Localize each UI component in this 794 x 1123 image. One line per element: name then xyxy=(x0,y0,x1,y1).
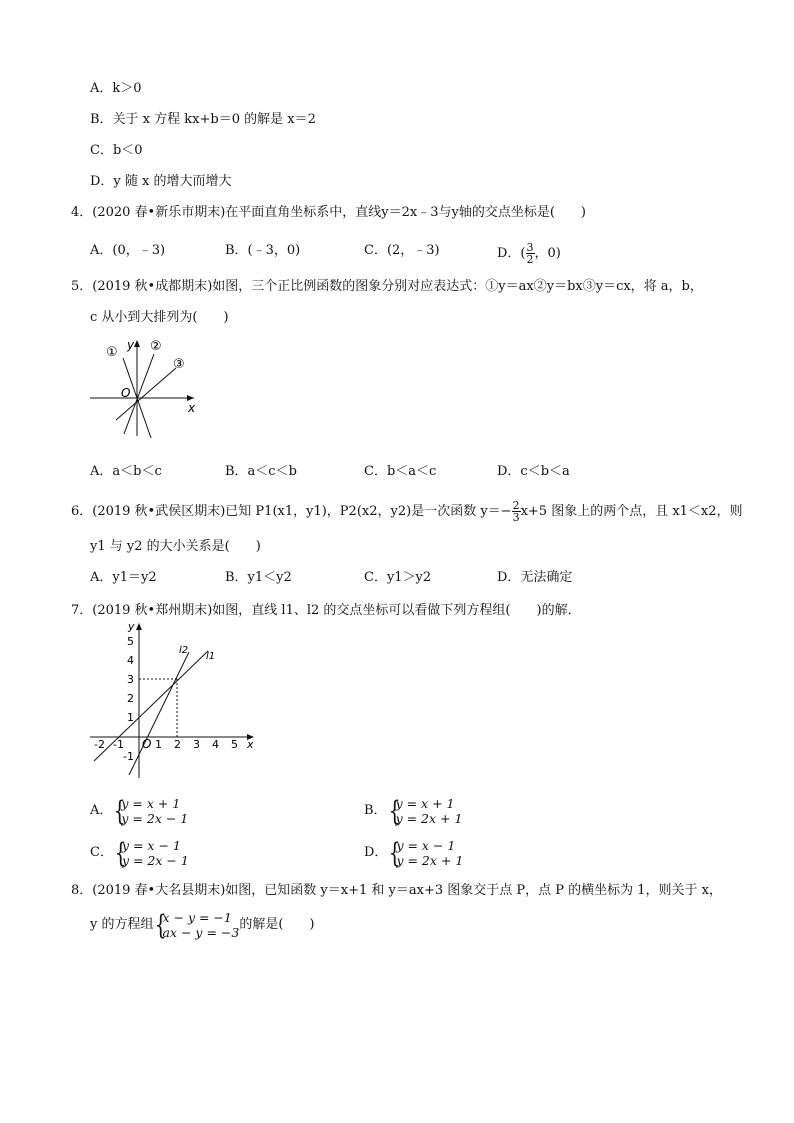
equation: y = 2x + 1 xyxy=(396,853,464,868)
q6-option-b: B．y1＜y2 xyxy=(225,570,292,585)
q7-y-tick: 3 xyxy=(127,673,134,686)
fraction-denominator: 3 xyxy=(512,511,520,524)
q7-y-label: y xyxy=(128,620,135,633)
q7-x-tick: 3 xyxy=(193,738,200,751)
fraction-denominator: 2 xyxy=(526,253,534,266)
q5-figure xyxy=(86,336,201,438)
q4-option-b: B．(﹣3，0) xyxy=(225,243,301,258)
q4-option-c: C．(2，﹣3) xyxy=(364,243,440,258)
q4-option-a: A．(0，﹣3) xyxy=(90,243,166,258)
q7-option-d xyxy=(364,838,463,868)
q5-stem-line1: 5．(2019 秋•成都期末)如图，三个正比例函数的图象分别对应表达式：①y＝ax②y＝bx③y＝cx，将 a，b， xyxy=(71,279,703,294)
q7-line-l2 xyxy=(129,652,189,775)
q7-y-tick: -1 xyxy=(123,750,134,763)
q7-l2-label: l2 xyxy=(179,645,189,656)
q3-option-a: A．k＞0 xyxy=(90,81,142,96)
q7-option-d-label: D． xyxy=(364,845,388,860)
q4-stem: 4．(2020 春•新乐市期末)在平面直角坐标系中，直线y＝2x﹣3与y轴的交点坐标是( ) xyxy=(71,205,587,220)
equation: { y = x − 1 xyxy=(121,838,181,853)
q7-option-c xyxy=(90,838,189,868)
q5-option-c: C．b＜a＜c xyxy=(364,464,437,479)
q3-option-c: C．b＜0 xyxy=(90,143,143,158)
q5-option-a: A．a＜b＜c xyxy=(90,464,162,479)
equation: { y = x + 1 xyxy=(395,796,455,811)
q7-y-tick: 4 xyxy=(127,654,134,667)
q8-stem-line2 xyxy=(90,910,314,940)
q8-stem-pre: y 的方程组 xyxy=(90,917,154,932)
equation: y = 2x − 1 xyxy=(121,811,189,826)
q7-option-b-system xyxy=(387,796,463,826)
q4-option-d-prefix: D．( xyxy=(497,246,526,261)
q5-option-d: D．c＜b＜a xyxy=(497,464,570,479)
equation: { y = x + 1 xyxy=(121,796,181,811)
q7-x-tick: 5 xyxy=(231,738,238,751)
q7-y-tick: 1 xyxy=(127,711,134,724)
q7-x-tick: 4 xyxy=(212,738,219,751)
q7-stem: 7．(2019 秋•郑州期末)如图，直线 l1、l2 的交点坐标可以看做下列方程组( )的解． xyxy=(71,603,581,618)
q6-stem-pre: 6．(2019 秋•武侯区期末)已知 P1(x1，y1)，P2(x2，y2)是一次函数 y＝− xyxy=(71,504,512,519)
q7-origin-label: O xyxy=(142,737,152,751)
q3-option-b: B．关于 x 方程 kx+b＝0 的解是 x＝2 xyxy=(90,112,316,127)
q6-option-a: A．y1＝y2 xyxy=(90,570,157,585)
equation: y = 2x + 1 xyxy=(395,811,463,826)
q3-option-d: D．y 随 x 的增大而增大 xyxy=(90,174,232,189)
q5-option-b: B．a＜c＜b xyxy=(225,464,297,479)
equation: { x − y = −1 xyxy=(162,910,232,925)
q6-option-d: D．无法确定 xyxy=(497,570,573,585)
equation: ax − y = −3 xyxy=(162,925,240,940)
q7-option-a-system xyxy=(112,796,188,826)
q7-figure xyxy=(86,618,266,783)
q5-stem-line2: c 从小到大排列为( ) xyxy=(90,310,229,325)
q7-x-tick: 2 xyxy=(174,738,181,751)
q6-stem-line2: y1 与 y2 的大小关系是( ) xyxy=(90,539,261,554)
q4-option-d xyxy=(497,242,561,265)
q7-option-a-label: A． xyxy=(90,803,113,818)
q7-x-tick: -1 xyxy=(113,738,124,751)
q6-stem-post: x+5 图象上的两个点，且 x1＜x2，则 xyxy=(520,504,743,519)
q7-option-d-system xyxy=(387,838,463,868)
q7-y-arrow-icon xyxy=(136,623,142,630)
equation: y = 2x − 1 xyxy=(121,853,189,868)
q7-option-c-label: C． xyxy=(90,845,113,860)
q7-option-b-label: B． xyxy=(364,803,387,818)
q5-origin-label: O xyxy=(121,386,131,400)
q8-stem-post: 的解是( ) xyxy=(239,917,315,932)
q5-line-1-label: ① xyxy=(106,345,118,360)
q7-l1-label: l1 xyxy=(206,651,216,662)
q5-x-label: x xyxy=(188,401,196,415)
q5-line-2-label: ② xyxy=(150,339,162,354)
q7-x-label: x xyxy=(247,738,254,751)
q5-y-label: y xyxy=(127,338,135,352)
q4-option-d-fraction xyxy=(526,242,535,265)
q5-line-3-label: ③ xyxy=(173,357,185,372)
q7-y-tick: 5 xyxy=(127,635,134,648)
q6-option-c: C．y1＞y2 xyxy=(364,570,432,585)
q5-y-arrow-icon xyxy=(134,340,140,347)
q7-option-a xyxy=(90,796,188,826)
q7-option-c-system xyxy=(113,838,189,868)
q7-x-tick: 1 xyxy=(155,738,162,751)
fraction-numerator: 3 xyxy=(526,241,534,254)
q8-equation-system xyxy=(153,910,239,940)
equation: { y = x − 1 xyxy=(396,838,456,853)
q6-stem-line1 xyxy=(71,500,743,524)
q8-stem-line1: 8．(2019 春•大名县期末)如图，已知函数 y＝x+1 和 y＝ax+3 图象交于点 P，点 P 的横坐标为 1，则关于 x， xyxy=(71,883,723,898)
q7-option-b xyxy=(364,796,462,826)
q7-y-tick: 2 xyxy=(127,692,134,705)
q7-x-tick: -2 xyxy=(94,738,105,751)
q4-option-d-suffix: ，0) xyxy=(534,246,561,261)
fraction-numerator: 2 xyxy=(512,499,520,512)
q6-fraction xyxy=(512,500,521,523)
